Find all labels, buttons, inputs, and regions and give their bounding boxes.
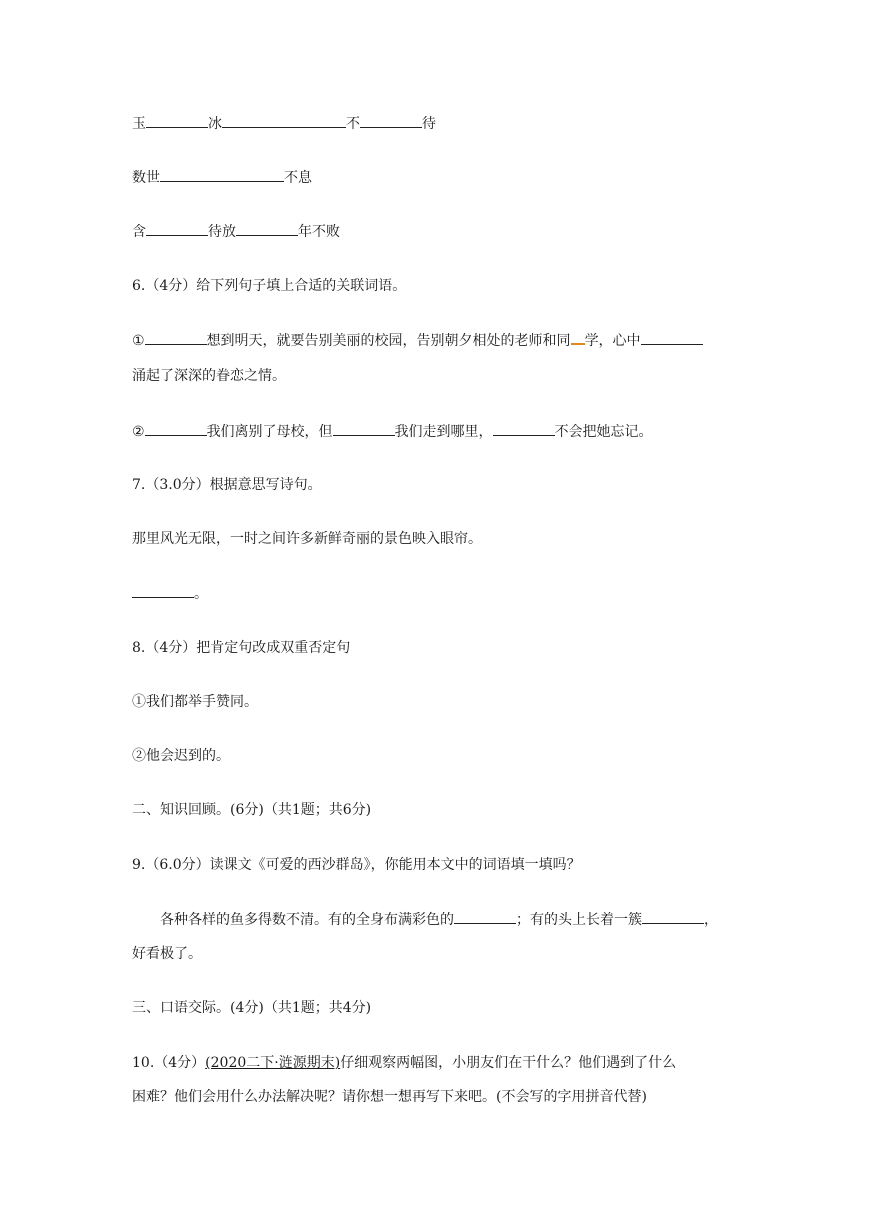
idiom-char: 待放 xyxy=(208,224,236,240)
question-10-line-1 xyxy=(132,1054,676,1072)
fill-blank[interactable] xyxy=(360,114,422,128)
idiom-char: 冰 xyxy=(208,116,222,132)
fill-blank[interactable] xyxy=(642,910,704,924)
idiom-row-1 xyxy=(132,114,436,133)
idiom-char: 年不败 xyxy=(298,224,340,240)
idiom-char: 待 xyxy=(422,116,436,132)
question-8-sentence-1: ①我们都举手赞同。 xyxy=(132,694,258,710)
question-8-title: 8.（4分）把肯定句改成双重否定句 xyxy=(132,640,351,656)
passage-text: ， xyxy=(704,912,718,928)
question-7-meaning: 那里风光无限，一时之间许多新鲜奇丽的景色映入眼帘。 xyxy=(132,531,482,547)
idiom-char: 含 xyxy=(132,224,146,240)
idiom-char: 不 xyxy=(346,116,360,132)
sentence-text: 不会把她忘记。 xyxy=(554,424,653,440)
sentence-text: 想到明天，就要告别美丽的校园，告别朝夕相处的老师和同 xyxy=(206,333,571,349)
section-3-heading: 三、口语交际。(4分)（共1题；共4分) xyxy=(132,1000,372,1016)
question-7-title: 7.（3.0分）根据意思写诗句。 xyxy=(132,477,322,493)
sentence-number: ① xyxy=(132,333,145,349)
question-7-answer xyxy=(132,584,208,603)
fill-blank[interactable] xyxy=(145,422,207,436)
idiom-row-3 xyxy=(132,222,340,241)
sentence-text: 我们走到哪里， xyxy=(394,424,493,440)
source-link[interactable]: (2020二下·涟源期末) xyxy=(205,1055,341,1071)
question-9-passage-cont: 好看极了。 xyxy=(132,946,202,962)
fill-blank[interactable] xyxy=(454,910,516,924)
question-prefix: 10.（4分） xyxy=(132,1055,206,1071)
question-9-title: 9.（6.0分）读课文《可爱的西沙群岛》，你能用本文中的词语填一填吗？ xyxy=(132,857,581,873)
fill-blank[interactable] xyxy=(160,168,284,182)
highlight-mark xyxy=(571,331,585,345)
idiom-char: 不息 xyxy=(284,170,312,186)
section-2-heading: 二、知识回顾。(6分)（共1题；共6分) xyxy=(132,802,372,818)
fill-blank[interactable] xyxy=(145,331,207,345)
question-8-sentence-2: ②他会迟到的。 xyxy=(132,748,230,764)
sentence-text: 我们离别了母校，但 xyxy=(206,424,333,440)
fill-blank[interactable] xyxy=(222,114,346,128)
question-6-title: 6.（4分）给下列句子填上合适的关联词语。 xyxy=(132,278,407,294)
fill-blank[interactable] xyxy=(236,222,298,236)
fill-blank[interactable] xyxy=(333,422,395,436)
passage-text: ；有的头上长着一簇 xyxy=(516,912,642,928)
question-text: 仔细观察两幅图，小朋友们在干什么？他们遇到了什么 xyxy=(340,1055,677,1071)
idiom-char: 数世 xyxy=(132,170,160,186)
fill-blank[interactable] xyxy=(493,422,555,436)
question-6-sentence-2 xyxy=(132,422,653,441)
sentence-text: 学，心中 xyxy=(584,333,641,349)
answer-end: 。 xyxy=(194,586,208,602)
idiom-char: 玉 xyxy=(132,116,146,132)
passage-text: 各种各样的鱼多得数不清。有的全身布满彩色的 xyxy=(160,912,454,928)
idiom-row-2 xyxy=(132,168,312,187)
question-6-sentence-1-cont: 涌起了深深的眷恋之情。 xyxy=(132,368,286,384)
question-10-line-2: 困难？他们会用什么办法解决呢？请你想一想再写下来吧。(不会写的字用拼音代替) xyxy=(132,1089,647,1105)
fill-blank[interactable] xyxy=(146,222,208,236)
fill-blank[interactable] xyxy=(641,331,703,345)
fill-blank[interactable] xyxy=(132,584,194,598)
fill-blank[interactable] xyxy=(146,114,208,128)
question-9-passage xyxy=(160,910,718,929)
question-6-sentence-1 xyxy=(132,331,703,350)
sentence-number: ② xyxy=(132,424,145,440)
